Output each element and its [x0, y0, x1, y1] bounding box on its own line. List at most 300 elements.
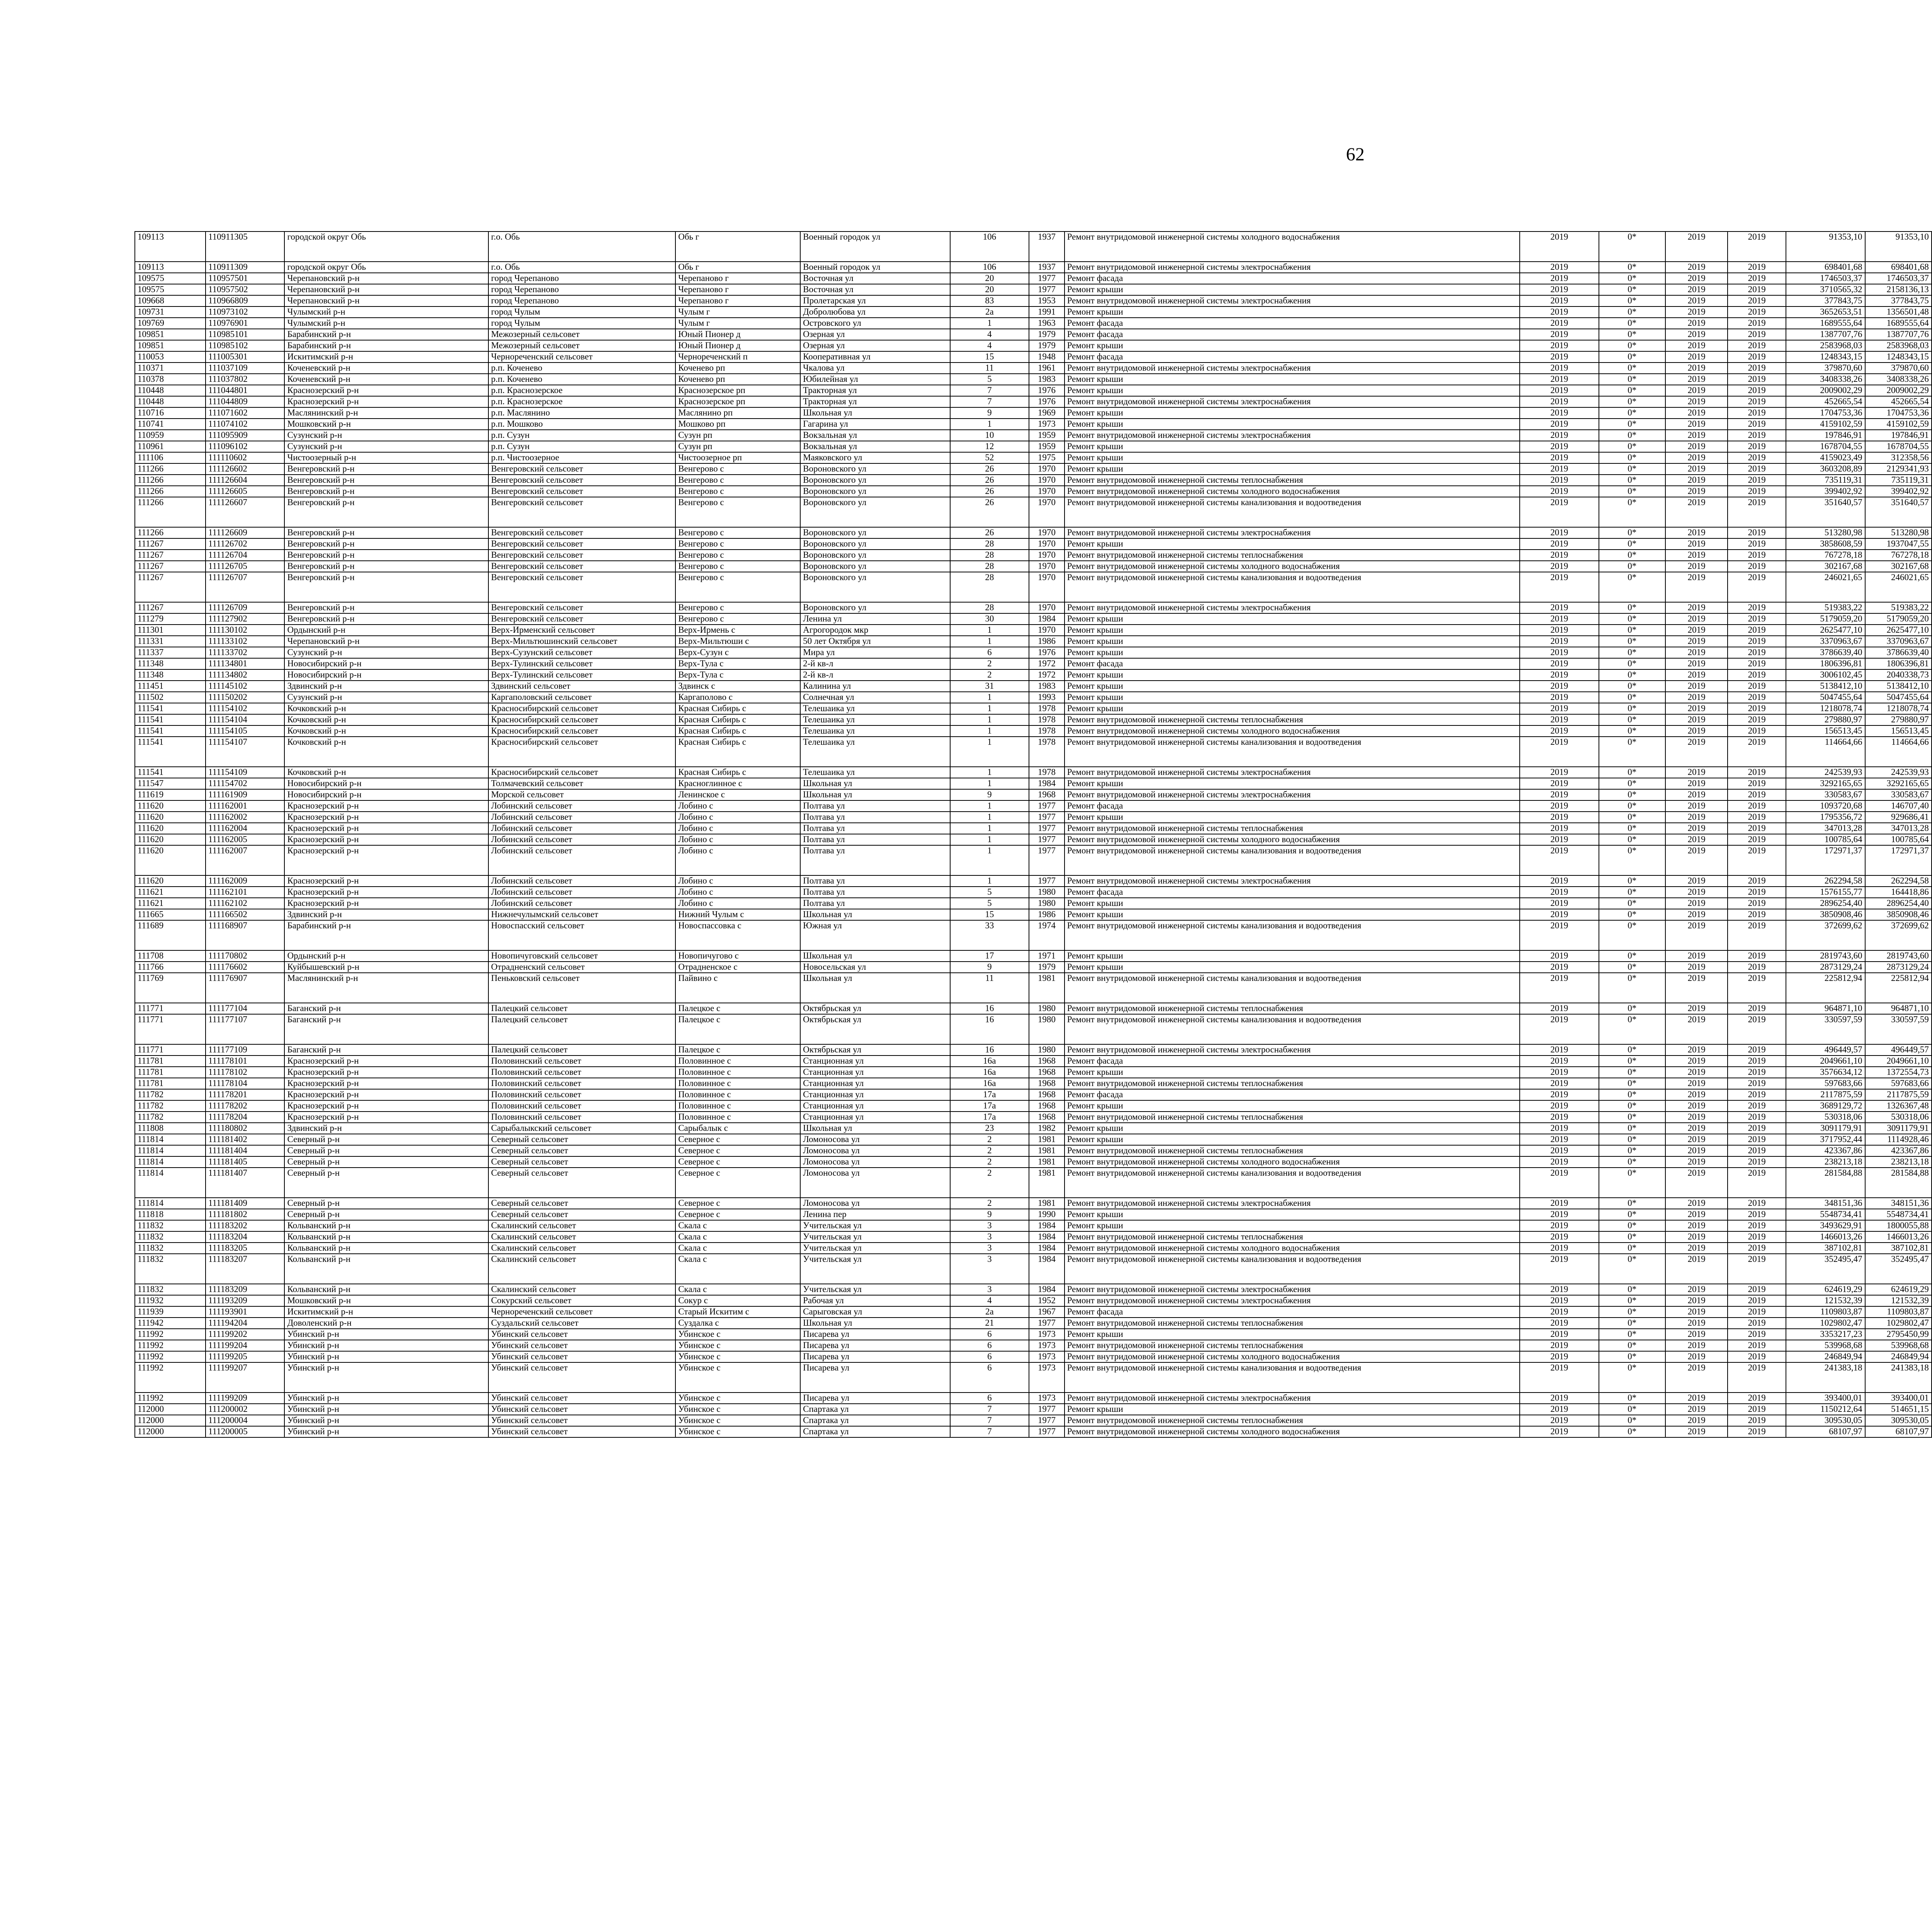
table-cell: 1986 [1029, 636, 1064, 647]
table-cell: 2019 [1665, 463, 1728, 475]
table-cell: Полтава ул [800, 845, 950, 875]
table-cell: 1977 [1029, 1318, 1064, 1329]
table-cell: 1678704,55 [1865, 441, 1932, 452]
table-cell: 1 [950, 725, 1029, 737]
table-cell: 1689555,64 [1865, 318, 1932, 329]
table-cell: 111178204 [206, 1112, 285, 1123]
table-cell: Убинский р-н [284, 1351, 488, 1362]
table-cell: 2019 [1665, 1198, 1728, 1209]
table-cell: 15 [950, 351, 1029, 363]
table-cell: 0* [1599, 737, 1665, 767]
table-cell: Убинское с [675, 1340, 800, 1351]
table-cell: 1978 [1029, 737, 1064, 767]
table-cell: 100785,64 [1865, 834, 1932, 845]
table-cell: Ремонт крыши [1065, 692, 1520, 703]
table-cell: Убинское с [675, 1351, 800, 1362]
table-cell: 111620 [135, 823, 206, 834]
table-cell: 1977 [1029, 812, 1064, 823]
table-cell: Вороновского ул [800, 475, 950, 486]
table-cell: Ремонт внутридомовой инженерной системы электроснабжения [1065, 262, 1520, 273]
table-cell: 111348 [135, 658, 206, 669]
table-cell: 110961 [135, 441, 206, 452]
table-cell: 2019 [1728, 767, 1786, 778]
table-row [135, 845, 1932, 875]
table-cell: 2019 [1665, 887, 1728, 898]
table-cell: 0* [1599, 1231, 1665, 1243]
table-cell: 1975 [1029, 452, 1064, 463]
table-cell: 1218078,74 [1786, 703, 1865, 714]
table-cell: Краснозерский р-н [284, 898, 488, 909]
table-cell: 110976901 [206, 318, 285, 329]
table-cell: Ломоносова ул [800, 1168, 950, 1198]
table-cell: 2009002,29 [1865, 385, 1932, 396]
table-row [135, 602, 1932, 613]
table-cell: 1356501,48 [1865, 306, 1932, 318]
table-cell: 2019 [1665, 845, 1728, 875]
table-cell: 2019 [1728, 1426, 1786, 1437]
table-cell: 2019 [1520, 703, 1599, 714]
table-cell: 1109803,87 [1786, 1306, 1865, 1318]
table-cell: Ремонт внутридомовой инженерной системы канализования и водоотведения [1065, 737, 1520, 767]
table-cell: 106 [950, 232, 1029, 262]
table-cell: 1678704,55 [1786, 441, 1865, 452]
table-cell: 16 [950, 1003, 1029, 1014]
table-cell: 109575 [135, 273, 206, 284]
table-cell: Озерная ул [800, 329, 950, 340]
table-cell: Ремонт внутридомовой инженерной системы электроснабжения [1065, 1295, 1520, 1306]
table-row [135, 1243, 1932, 1254]
table-cell: 1981 [1029, 1156, 1064, 1168]
table-cell: 2019 [1728, 898, 1786, 909]
table-cell: 0* [1599, 1295, 1665, 1306]
table-cell: 2019 [1665, 898, 1728, 909]
table-cell: 1704753,36 [1786, 407, 1865, 419]
table-cell: 2019 [1665, 497, 1728, 527]
table-cell: р.п. Коченево [488, 363, 675, 374]
table-cell: 111992 [135, 1362, 206, 1393]
table-cell: Станционная ул [800, 1078, 950, 1089]
table-cell: 2019 [1728, 351, 1786, 363]
table-cell: 1 [950, 875, 1029, 887]
table-cell: 2019 [1665, 363, 1728, 374]
table-cell: 111154702 [206, 778, 285, 789]
table-cell: 111199205 [206, 1351, 285, 1362]
table-cell: 1977 [1029, 823, 1064, 834]
table-cell: 452665,54 [1865, 396, 1932, 407]
table-cell: 2019 [1520, 295, 1599, 306]
table-cell: 2019 [1728, 812, 1786, 823]
table-cell: 0* [1599, 1306, 1665, 1318]
table-cell: Ремонт внутридомовой инженерной системы теплоснабжения [1065, 550, 1520, 561]
table-cell: 351640,57 [1865, 497, 1932, 527]
table-cell: 2019 [1665, 909, 1728, 920]
table-row [135, 1351, 1932, 1362]
table-cell: Убинское с [675, 1404, 800, 1415]
table-cell: 111200002 [206, 1404, 285, 1415]
table-cell: 2019 [1520, 725, 1599, 737]
table-cell: 111620 [135, 800, 206, 812]
table-cell: 6 [950, 1351, 1029, 1362]
table-cell: 114664,66 [1786, 737, 1865, 767]
table-cell: Агрогородок мкр [800, 625, 950, 636]
table-cell: Скалинский сельсовет [488, 1220, 675, 1231]
table-cell: Ремонт внутридомовой инженерной системы теплоснабжения [1065, 823, 1520, 834]
table-cell: 1990 [1029, 1209, 1064, 1220]
table-cell: 0* [1599, 898, 1665, 909]
table-cell: Вороновского ул [800, 463, 950, 475]
table-cell: 0* [1599, 295, 1665, 306]
table-cell: Верх-Тула с [675, 658, 800, 669]
table-cell: 28 [950, 602, 1029, 613]
table-cell: 6 [950, 1362, 1029, 1393]
table-cell: Писарева ул [800, 1362, 950, 1393]
table-cell: Половинное с [675, 1112, 800, 1123]
table-cell: Ремонт крыши [1065, 284, 1520, 295]
table-cell: Учительская ул [800, 1231, 950, 1243]
table-cell: 1978 [1029, 725, 1064, 737]
table-cell: Новоспасский сельсовет [488, 920, 675, 950]
table-cell: 2040338,73 [1865, 669, 1932, 681]
table-cell: Северный сельсовет [488, 1134, 675, 1145]
table-cell: 111161909 [206, 789, 285, 800]
table-cell: 2019 [1665, 419, 1728, 430]
table-cell: 1970 [1029, 497, 1064, 527]
table-cell: 2583968,03 [1786, 340, 1865, 351]
table-cell: 0* [1599, 800, 1665, 812]
table-cell: 2019 [1665, 973, 1728, 1003]
table-cell: 2019 [1520, 407, 1599, 419]
table-cell: 109668 [135, 295, 206, 306]
table-row [135, 329, 1932, 340]
table-cell: Ремонт крыши [1065, 703, 1520, 714]
table-cell: Октябрьская ул [800, 1014, 950, 1044]
table-cell: 2019 [1665, 385, 1728, 396]
table-cell: Красносибирский сельсовет [488, 737, 675, 767]
table-cell: 111181402 [206, 1134, 285, 1145]
table-cell: 2873129,24 [1786, 962, 1865, 973]
table-cell: 111183205 [206, 1243, 285, 1254]
table-cell: 2019 [1520, 572, 1599, 602]
table-cell: 2019 [1665, 329, 1728, 340]
table-cell: 0* [1599, 1134, 1665, 1145]
table-row [135, 823, 1932, 834]
table-cell: 2019 [1728, 920, 1786, 950]
table-cell: 2019 [1728, 419, 1786, 430]
table-cell: 2158136,13 [1865, 284, 1932, 295]
table-cell: 111301 [135, 625, 206, 636]
table-cell: 9 [950, 789, 1029, 800]
table-cell: 111005301 [206, 351, 285, 363]
table-cell: 1982 [1029, 1123, 1064, 1134]
repair-program-table [134, 231, 1932, 1438]
table-cell: Северное с [675, 1168, 800, 1198]
table-cell: 0* [1599, 1014, 1665, 1044]
table-cell: 1937 [1029, 232, 1064, 262]
table-cell: Верх-Ирмень с [675, 625, 800, 636]
table-cell: Ремонт внутридомовой инженерной системы канализования и водоотведения [1065, 973, 1520, 1003]
table-cell: Венгеровский сельсовет [488, 572, 675, 602]
table-cell: 1576155,77 [1786, 887, 1865, 898]
table-cell: 2019 [1520, 1134, 1599, 1145]
table-cell: Ремонт внутридомовой инженерной системы электроснабжения [1065, 602, 1520, 613]
table-cell: 110716 [135, 407, 206, 419]
table-cell: 2019 [1665, 920, 1728, 950]
table-cell: Половинский сельсовет [488, 1089, 675, 1100]
table-cell: Краснозерский р-н [284, 812, 488, 823]
table-cell: 3 [950, 1220, 1029, 1231]
table-cell: 0* [1599, 1404, 1665, 1415]
table-cell: 279880,97 [1786, 714, 1865, 725]
table-cell: 246021,65 [1865, 572, 1932, 602]
table-cell: 172971,37 [1865, 845, 1932, 875]
table-cell: Убинский сельсовет [488, 1362, 675, 1393]
table-cell: 1806396,81 [1865, 658, 1932, 669]
table-cell: Юбилейная ул [800, 374, 950, 385]
table-cell: 379870,60 [1865, 363, 1932, 374]
table-row [135, 1014, 1932, 1044]
table-cell: 423367,86 [1865, 1145, 1932, 1156]
table-cell: 1977 [1029, 800, 1064, 812]
table-cell: Ремонт внутридомовой инженерной системы канализования и водоотведения [1065, 845, 1520, 875]
table-cell: 50 лет Октября ул [800, 636, 950, 647]
table-cell: Тракторная ул [800, 396, 950, 407]
table-cell: 2019 [1665, 340, 1728, 351]
table-row [135, 714, 1932, 725]
table-cell: 111178102 [206, 1067, 285, 1078]
table-cell: 1806396,81 [1786, 658, 1865, 669]
table-cell: 2019 [1728, 1404, 1786, 1415]
table-cell: 30 [950, 613, 1029, 625]
table-cell: Верх-Тулинский сельсовет [488, 669, 675, 681]
table-cell: 1977 [1029, 875, 1064, 887]
table-cell: 111154102 [206, 703, 285, 714]
table-cell: Ремонт внутридомовой инженерной системы канализования и водоотведения [1065, 1362, 1520, 1393]
table-cell: Мошковский р-н [284, 419, 488, 430]
table-cell: Ремонт крыши [1065, 1067, 1520, 1078]
table-cell: Военный городок ул [800, 232, 950, 262]
table-cell: Лобино с [675, 823, 800, 834]
table-cell: 964871,10 [1786, 1003, 1865, 1014]
table-cell: Спартака ул [800, 1415, 950, 1426]
table-cell: Северный р-н [284, 1145, 488, 1156]
table-cell: 2019 [1728, 1220, 1786, 1231]
table-cell: 2019 [1728, 658, 1786, 669]
table-cell: Краснозерское рп [675, 385, 800, 396]
table-cell: 1 [950, 318, 1029, 329]
table-cell: Лобинский сельсовет [488, 834, 675, 845]
table-cell: 2019 [1520, 1404, 1599, 1415]
table-cell: 2019 [1665, 1415, 1728, 1426]
table-cell: 1984 [1029, 1254, 1064, 1284]
table-cell: 0* [1599, 527, 1665, 538]
table-cell: Убинский р-н [284, 1426, 488, 1437]
table-cell: 110053 [135, 351, 206, 363]
table-cell: 2019 [1520, 486, 1599, 497]
table-row [135, 295, 1932, 306]
table-cell: Палецкое с [675, 1014, 800, 1044]
table-cell: 281584,88 [1865, 1168, 1932, 1198]
table-cell: 111127902 [206, 613, 285, 625]
table-cell: 3850908,46 [1865, 909, 1932, 920]
table-row [135, 486, 1932, 497]
table-cell: Полтава ул [800, 823, 950, 834]
table-cell: Красная Сибирь с [675, 725, 800, 737]
table-cell: 1981 [1029, 1198, 1064, 1209]
table-cell: Лобино с [675, 800, 800, 812]
table-cell: Венгеровский сельсовет [488, 497, 675, 527]
table-cell: 1387707,76 [1786, 329, 1865, 340]
table-cell: Ремонт внутридомовой инженерной системы холодного водоснабжения [1065, 232, 1520, 262]
table-cell: Сузун рп [675, 430, 800, 441]
table-cell: Суздальский сельсовет [488, 1318, 675, 1329]
table-cell: 2019 [1728, 273, 1786, 284]
table-cell: 2019 [1728, 887, 1786, 898]
table-cell: Ремонт фасада [1065, 658, 1520, 669]
table-cell: 2019 [1665, 1134, 1728, 1145]
table-row [135, 1100, 1932, 1112]
table-cell: 2019 [1728, 1254, 1786, 1284]
table-cell: 1 [950, 812, 1029, 823]
table-cell: 111782 [135, 1100, 206, 1112]
table-cell: 111181405 [206, 1156, 285, 1168]
table-cell: 0* [1599, 463, 1665, 475]
table-cell: Кочковский р-н [284, 703, 488, 714]
table-cell: Школьная ул [800, 407, 950, 419]
table-cell: Красносибирский сельсовет [488, 703, 675, 714]
table-cell: 2019 [1665, 1426, 1728, 1437]
table-cell: 2019 [1665, 1209, 1728, 1220]
table-cell: 111279 [135, 613, 206, 625]
table-cell: 2019 [1520, 284, 1599, 295]
table-cell: 2019 [1728, 1168, 1786, 1198]
table-cell: 111180802 [206, 1123, 285, 1134]
table-cell: Краснозерский р-н [284, 1056, 488, 1067]
table-row [135, 692, 1932, 703]
table-cell: Скала с [675, 1254, 800, 1284]
table-cell: 1967 [1029, 1306, 1064, 1318]
table-row [135, 1220, 1932, 1231]
table-cell: 2819743,60 [1865, 950, 1932, 962]
table-cell: Убинский сельсовет [488, 1351, 675, 1362]
table-cell: 2019 [1728, 561, 1786, 572]
table-cell: 2019 [1728, 725, 1786, 737]
table-cell: Половинский сельсовет [488, 1112, 675, 1123]
table-cell: 2019 [1665, 1003, 1728, 1014]
table-cell: 387102,81 [1786, 1243, 1865, 1254]
table-cell: 2019 [1520, 1284, 1599, 1295]
table-cell: 1029802,47 [1786, 1318, 1865, 1329]
table-cell: 2019 [1665, 1295, 1728, 1306]
table-cell: 111620 [135, 875, 206, 887]
table-cell: Краснозерский р-н [284, 1089, 488, 1100]
table-cell: 109851 [135, 340, 206, 351]
table-cell: 348151,36 [1865, 1198, 1932, 1209]
table-cell: 2019 [1520, 1254, 1599, 1284]
table-cell: 2019 [1728, 374, 1786, 385]
table-cell: 2019 [1665, 834, 1728, 845]
table-cell: 111451 [135, 681, 206, 692]
table-cell: 2019 [1665, 396, 1728, 407]
table-cell: 111126605 [206, 486, 285, 497]
table-cell: 2019 [1520, 1112, 1599, 1123]
table-cell: 1984 [1029, 1231, 1064, 1243]
table-cell: 111832 [135, 1231, 206, 1243]
table-cell: 111337 [135, 647, 206, 658]
table-cell: Пеньковский сельсовет [488, 973, 675, 1003]
table-cell: 5047455,64 [1786, 692, 1865, 703]
table-cell: Сузунский р-н [284, 430, 488, 441]
table-cell: 2117875,59 [1786, 1089, 1865, 1100]
table-cell: Ремонт крыши [1065, 962, 1520, 973]
table-cell: 6 [950, 647, 1029, 658]
table-cell: 2019 [1665, 1156, 1728, 1168]
table-cell: 4 [950, 329, 1029, 340]
table-cell: 2019 [1665, 1123, 1728, 1134]
table-cell: Вороновского ул [800, 486, 950, 497]
table-cell: 1968 [1029, 1067, 1064, 1078]
table-cell: Ремонт внутридомовой инженерной системы электроснабжения [1065, 1198, 1520, 1209]
table-cell: Искитимский р-н [284, 1306, 488, 1318]
table-cell: 1 [950, 419, 1029, 430]
table-cell: 1963 [1029, 318, 1064, 329]
table-cell: 1983 [1029, 681, 1064, 692]
table-cell: 1984 [1029, 1243, 1064, 1254]
table-cell: Краснозерский р-н [284, 887, 488, 898]
table-cell: 1991 [1029, 306, 1064, 318]
table-cell: 111814 [135, 1145, 206, 1156]
table-cell: 246849,94 [1786, 1351, 1865, 1362]
table-cell: Северный сельсовет [488, 1209, 675, 1220]
table-cell: Краснозерский р-н [284, 800, 488, 812]
table-cell: 28 [950, 561, 1029, 572]
table-cell: 347013,28 [1865, 823, 1932, 834]
table-cell: Здвинский р-н [284, 1123, 488, 1134]
table-cell: 2019 [1665, 1329, 1728, 1340]
table-cell: 2019 [1728, 306, 1786, 318]
table-cell: Чернореченский п [675, 351, 800, 363]
table-cell: 2019 [1728, 430, 1786, 441]
table-row [135, 306, 1932, 318]
table-cell: Полтава ул [800, 887, 950, 898]
table-cell: 52 [950, 452, 1029, 463]
table-cell: Телешаика ул [800, 767, 950, 778]
table-cell: 330597,59 [1786, 1014, 1865, 1044]
table-cell: 2019 [1520, 658, 1599, 669]
table-cell: 399402,92 [1786, 486, 1865, 497]
table-cell: 0* [1599, 1254, 1665, 1284]
table-cell: Северный р-н [284, 1168, 488, 1198]
table-cell: 197846,91 [1786, 430, 1865, 441]
table-cell: 241383,18 [1786, 1362, 1865, 1393]
table-cell: Ремонт крыши [1065, 625, 1520, 636]
table-cell: 2019 [1728, 407, 1786, 419]
table-cell: Убинский сельсовет [488, 1393, 675, 1404]
table-cell: Северное с [675, 1209, 800, 1220]
table-cell: 111266 [135, 475, 206, 486]
table-cell: 111818 [135, 1209, 206, 1220]
table-cell: 2019 [1728, 823, 1786, 834]
table-cell: 121532,39 [1865, 1295, 1932, 1306]
table-cell: 2019 [1665, 1231, 1728, 1243]
table-cell: Убинский р-н [284, 1329, 488, 1340]
table-row [135, 875, 1932, 887]
table-cell: 2019 [1520, 550, 1599, 561]
table-cell: 1978 [1029, 703, 1064, 714]
table-cell: Скала с [675, 1231, 800, 1243]
table-cell: 1 [950, 714, 1029, 725]
table-cell: 513280,98 [1786, 527, 1865, 538]
table-cell: 2019 [1728, 1145, 1786, 1156]
